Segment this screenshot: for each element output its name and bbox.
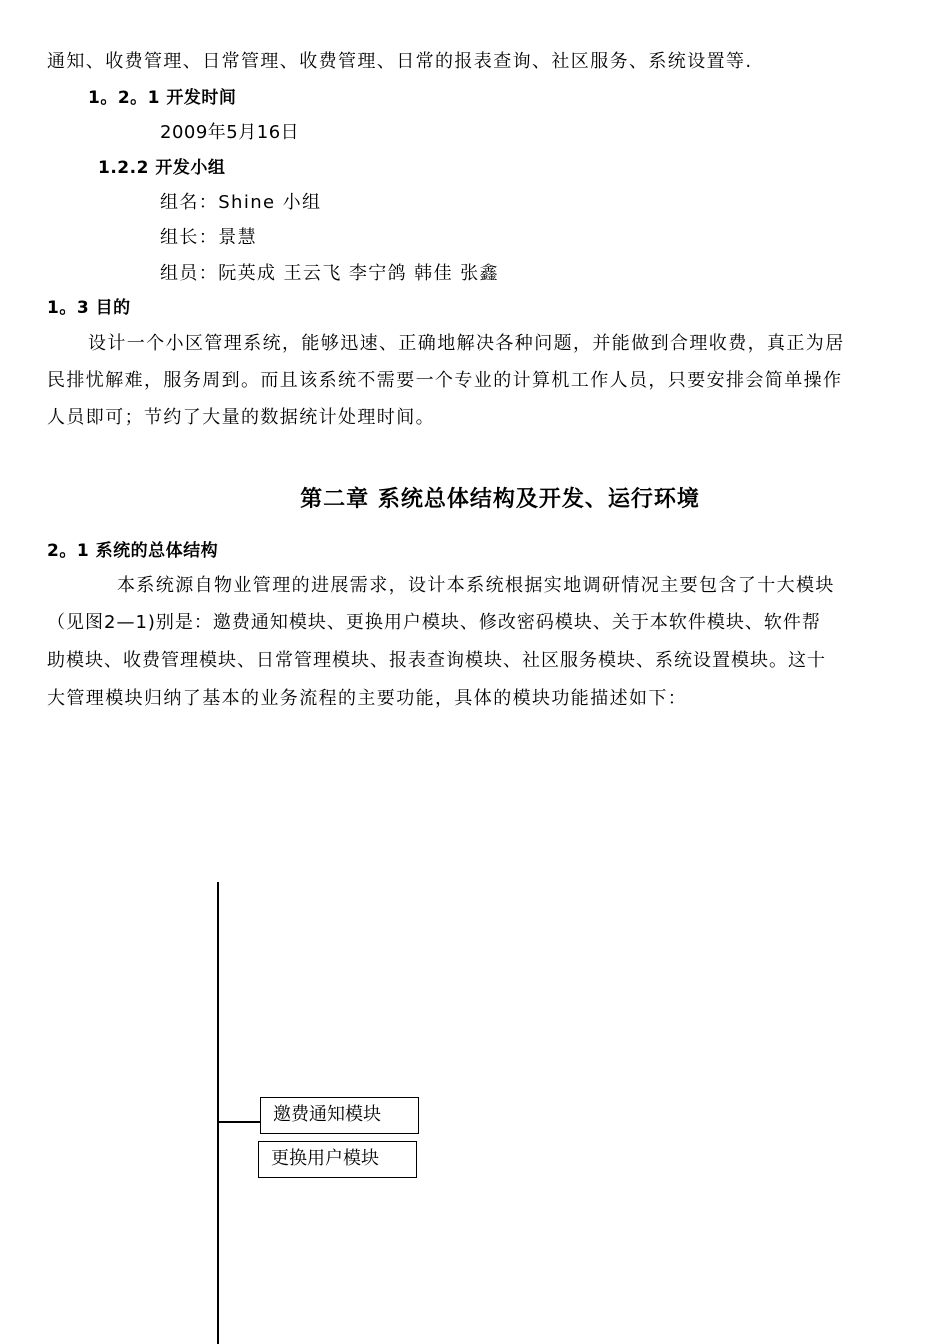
- chapter-title: 第二章 系统总体结构及开发、运行环境: [300, 487, 700, 512]
- diagram-branch-line: [217, 1121, 261, 1123]
- group-leader: 组长：景慧: [160, 227, 257, 248]
- module-box-switch-user: 更换用户模块: [258, 1141, 417, 1178]
- heading-1-2-2: 1.2.2 开发小组: [98, 158, 226, 178]
- diagram-trunk-line: [217, 882, 219, 1344]
- structure-line-2: （见图2—1)别是：邀费通知模块、更换用户模块、修改密码模块、关于本软件模块、软件帮: [47, 612, 821, 633]
- heading-1-2-1: 1。2。1 开发时间: [88, 88, 237, 108]
- heading-1-3: 1。3 目的: [47, 298, 131, 318]
- intro-line: 通知、收费管理、日常管理、收费管理、日常的报表查询、社区服务、系统设置等.: [47, 51, 753, 72]
- structure-line-4: 大管理模块归纳了基本的业务流程的主要功能，具体的模块功能描述如下：: [47, 688, 688, 709]
- dev-date: 2009年5月16日: [160, 122, 300, 143]
- heading-2-1: 2。1 系统的总体结构: [47, 541, 219, 561]
- structure-line-3: 助模块、收费管理模块、日常管理模块、报表查询模块、社区服务模块、系统设置模块。这十: [47, 650, 826, 671]
- group-name: 组名：Shine 小组: [160, 192, 322, 213]
- group-members: 组员：阮英成 王云飞 李宁鸽 韩佳 张鑫: [160, 263, 499, 284]
- purpose-line-1: 设计一个小区管理系统，能够迅速、正确地解决各种问题，并能做到合理收费，真正为居: [88, 333, 845, 354]
- purpose-line-3: 人员即可；节约了大量的数据统计处理时间。: [47, 407, 435, 428]
- purpose-line-2: 民排忧解难，服务周到。而且该系统不需要一个专业的计算机工作人员，只要安排会简单操作: [47, 370, 843, 391]
- module-box-payment-notice: 邀费通知模块: [260, 1097, 419, 1134]
- structure-line-1: 本系统源自物业管理的进展需求，设计本系统根据实地调研情况主要包含了十大模块: [117, 575, 835, 596]
